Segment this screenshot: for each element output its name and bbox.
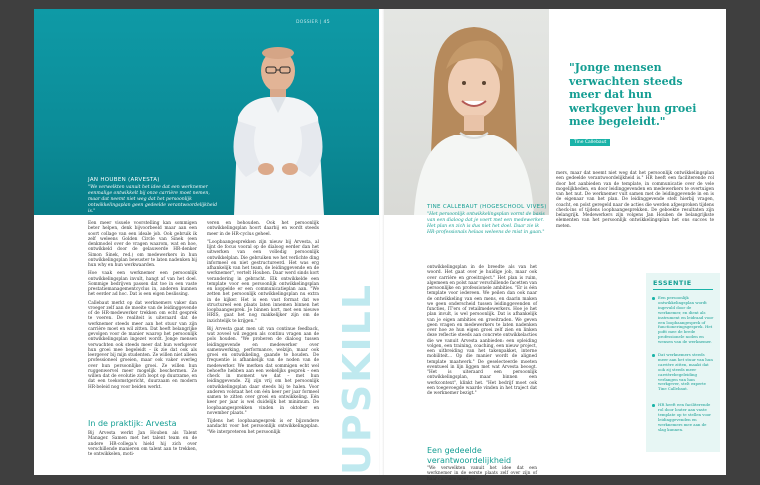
caption-quote: "Het persoonlijk ontwikkelingsplan vormt de basis van een dialoog dat je voert met een medewerker. Het plan en zich is dus niet het doel. Daar zie ik HR-professionals helaas weleens de mist in gaan." bbox=[427, 212, 545, 235]
portrait-illustration bbox=[384, 9, 549, 215]
paragraph: "We verwelkten vanuit het idee dat een werknemer in de eerste plaats zelf over zijn of haar carrière moet ne- bbox=[427, 466, 537, 482]
body-column-2 bbox=[207, 221, 319, 438]
essentie-item: HR heeft een faciliterende rol door louter aan vaste template op te stellen voor leidinggevenden en werknemers mee aan de slag kunnen. bbox=[653, 403, 715, 432]
paragraph: Hoe vaak een werknemer een persoonlijk ontwikkelingsplan invult, hangt af van het doel. Sommige bedrijven passen dat toe in een vaste prestatiemanagementcyclus in, anderen kunnen het eerder ad hoc. Dat is een eigen beslissing. bbox=[88, 271, 197, 298]
paragraph: "Loopbaangesprekken zijn nieuw bij Arvesta, al lijnt de focus vooral op de dialoog eerder dan het uitwerken van een volledig persoonlijk ontwikkelplan. Die gebruiken we het verlichte ding informeel en niet gestructureerd. Het was erg afhankelijk van het team, de leidinggevende en de werknemer", vertelt Houben. Daar werd sinds kort verandering in gebracht. Elk ontwikkelde een template voor een persoonlijk ontwikkelingsplan en koppelde er een communicatieplan aan. "We zetten het persoonlijk ontwikkelingsplan nu extra in de kijker. Het is een vast format dat we structureel een plaats laten innemen binnen het loopbaangesprek. Je binnen kort, met een nieuwe HRIS, gaat het nog makkelijker zijn om de inzichtelijk te krijgen." bbox=[207, 239, 319, 324]
bullet-icon bbox=[652, 297, 655, 300]
vertical-upskill-word: UPSKILL bbox=[335, 282, 379, 475]
paragraph: Callebaut merkt op dat werknemers vaker dan vroeger zelf aan de moeite van de leidinggevende of de HR-medewerker trekken om echt gesprek te voeren. De realiteit is uiteraard dat de werknemer steeds meer aan het stuur van zijn carrière moet en wil zitten. Dat heeft belangrijke gevolgen voor de manier waarop het persoonlijk ontwikkelingsplan ingezet wordt. Jonge mensen verwachten ook steeds meer dat hun werkgever hun groei mee begeleidt – ik zie dat ook als leergever bij mijn studenten. Ze willen niet alleen professioneel groeien, maar ook vaker overleg over hun persoonlijke groei. Ze willen hun ruggenwervel meer mogelijk beschermen. Ze willen dat de evolutie zich loopt op duurzame, en dat een toekomstgericht, duurzaam en modern HR-beleid nog voor beiden werkt. bbox=[88, 300, 197, 390]
paragraph: Tijdens het loopbaangesprek is er bijzondere aandacht voor het persoonlijk ontwikkelingsplan. "We interpreteren het persoonlijk bbox=[207, 419, 319, 435]
caption-name: TINE CALLEBAUT (HOGESCHOOL VIVES) bbox=[427, 204, 547, 210]
essentie-item: Een persoonlijk ontwikkelingsplan wordt ingevuld door de werknemer, en dient als instrument en leidraad voor een loopbaangesprek of functioneringsgesprek. Het pofit mee de brede professionele noden en wensen van de werknemer. bbox=[653, 296, 715, 345]
essentie-title: ESSENTIE bbox=[653, 279, 692, 287]
paragraph: Bij Arvesta werkt Jan Houben als Talent Manager. Samen met het talent team en de andere HR-collega's hield hij zich over verschillende manieren om talent aan te trekken, te ontwikkelen, moti- bbox=[88, 431, 197, 457]
essentie-divider bbox=[653, 289, 713, 290]
section-heading-shared-responsibility: Een gedeelde verantwoordelijkheid bbox=[427, 446, 512, 465]
paragraph: Bij Arvesta gaat men uit van continue feedback, wat zoveel wil zeggen als continu vragen aan de pols houden. "We proberen de dialoog tussen leidinggevende en medewerker over samenwerking, performance, welzijn, maar ook groei en ontwikkeling, gaande te houden. De frequentie is afhankelijk van de noden van de medewerker. We merken dat sommigen echt wel behoefte hebben aan een wekelijks gesprek – een check in moment we dat – met hun leidinggevende. Zij zijn vrij om het persoonlijk ontwikkelingsplan daar steeds bij te halen. Voor anderen volstaat het om één keer per jaar formeel samen te zitten over groei en ontwikkeling. Eén keer per jaar is wel duidelijk het minimum. De loopbaangesprekken vinden in oktober en november plaats." bbox=[207, 326, 319, 416]
left-page bbox=[34, 9, 379, 475]
essentie-item: Dat werknemers steeds meer aan het stuur van hun carrière zitten, maakt dat ook zij steeds meer carrièrebegeleiding verlangen van hun werkgever, stelt experte Tine Callebaut. bbox=[653, 353, 715, 392]
photo-caption-left bbox=[88, 177, 218, 215]
paragraph: veren en behouden. Ook het persoonlijk ontwikkelingsplan hoort daarbij en wordt steeds meer in de HR-cyclus geheel. bbox=[207, 221, 319, 237]
paragraph: Een meer visuele voorstelling kan sommigen beter helpen, denk bijvoorbeeld maar aan een soort collage van een ideale job. Ook gebruik ik zelf weleens Golden Circle van Sinek (een denkmodel over de vragen waarom, wat en hoe, ontwikkeld door de gelauwerde HR-denker Simon Sinek, red.) om medewerkers in hun ontwikkelingsplan bewuster te laten nadenken bij hun why en hun werkwaarden. bbox=[88, 221, 197, 268]
photo-caption-right bbox=[427, 204, 547, 236]
paragraph: ontwikkelingsplan in de breedte als van het woord. Het gaat over je huidige job, maar ook over carrière en groeitraject." Het plan is ruim, algemeen en polst naar verschillende facetten van persoonlijke en professionele ambities. "Er is één template voor iedereen. We peilen dan ook naar de ontwikkeling van een mens, en daarin maken we geen onderscheid tussen leidinggevenden of functies, IT'ers of retailmedewerkers. Hoe je het plan invult, is wel persoonlijk. Dat is afhankelijk van je eigen ambities en groeitraden. We geven geen vragen en medewerkers te laten nadenken over hoe ze hun eigen groei zelf zien en linken deze reflectie steeds aan concrete ontwikkelacties die we vanuit Arvesta aanbieden: een opleiding volgen, een training, coaching, een nieuw project, een uitbreiding van het takenpakket, interne mobiliteit… Op die manier wordt de aligned template maatwerk." De geselecteerde moeten eventueel in lijn liggen met wat Arvesta beoogt. "Het is uiteraard een persoonlijk ontwikkelingsplan, maar binnen een werkcontext", klinkt het. "Het bedrijf moet ook een toegevoegde waarde vinden in het traject dat de werknemer bezigt." bbox=[427, 265, 538, 396]
body-column-middle-continued bbox=[427, 466, 537, 485]
essentie-box bbox=[646, 273, 720, 452]
paragraph: mers, maar dat neemt niet weg dat het persoonlijk ontwikkelingsplan een gedeelde verantwoordelijkheid is." HR heeft een faciliterende rol door het aanbieden van de template, in communicatie over de vele mogelijkheden, en door leidinggevenden en medewerkers te overtuigen van het nut. De werknemer vult samen met de leidinggevende in en is de eigenaar van het plan. De leidinggevende stelt hierbij vragen, coacht, en polst geregeld naar de acties die werden afgesproken tijdens check-ins of tijdens loopbaangesprekken. De geboekte resultaten zijn belangrijk. Medewerkers zijn volgens Jan Houben de belangrijkste elementen van het persoonlijk ontwikkelingsplan het ons succes te meten. bbox=[556, 171, 714, 229]
pull-quote: "Jonge mensen verwachten steeds meer dat hun werkgever hun groei mee begeleidt." bbox=[569, 61, 697, 128]
body-column-1-continued bbox=[88, 431, 197, 460]
pull-quote-attribution: Tine Callebaut bbox=[570, 139, 610, 146]
bullet-icon bbox=[652, 354, 655, 357]
running-head-page-number: | 45 bbox=[320, 20, 330, 25]
caption-quote: "We verwelkten vanuit het idee dat een werknemer eenmalige ontwikkelt bij onze carrière moet nemen, maar dat neemt niet weg dat het persoonlijk ontwikkelingsplan geen gedeelde verantwoordelijkheid is." bbox=[88, 185, 218, 214]
right-page bbox=[384, 9, 726, 482]
photo-tine-callebaut bbox=[384, 9, 549, 215]
running-head: DOSSIER bbox=[296, 20, 319, 25]
caption-name: JAN HOUBEN (ARVESTA) bbox=[88, 177, 160, 183]
photo-jan-houben bbox=[34, 9, 379, 215]
body-column-middle bbox=[427, 265, 537, 399]
body-column-1 bbox=[88, 221, 197, 393]
bullet-icon bbox=[652, 404, 655, 407]
section-heading-arvesta: In de praktijk: Arvesta bbox=[88, 419, 177, 428]
body-column-top-right bbox=[556, 171, 714, 232]
